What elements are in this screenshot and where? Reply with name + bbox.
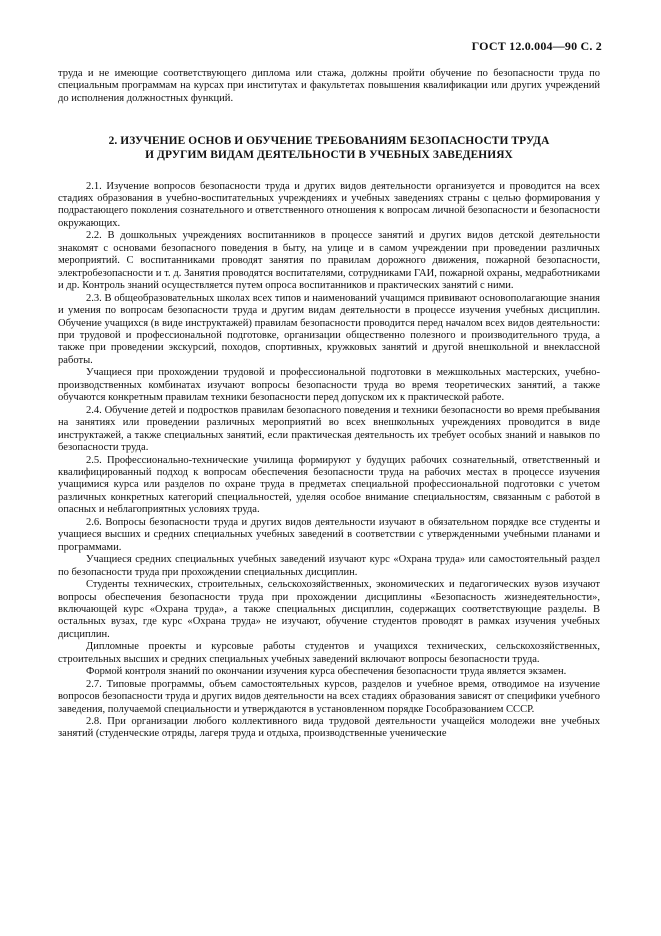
paragraph-2-2: 2.2. В дошкольных учреждениях воспитанников в процессе занятий и других видов детской деятельности знакомят с основами безопасного поведения в быту, на улице и в самом учреждении при проведении различных мероприятий. С воспитанниками проводят занятия по правилам дорожного движения, пожарной безопасности, электробезопасности и т. д. Занятия проводятся воспитателями, сотрудниками ГАИ, пожарной охраны, медработниками и др. Контроль знаний осуществляется путем опроса воспитанников и практических занятий с ними. bbox=[58, 230, 600, 292]
paragraph-2-8: 2.8. При организации любого коллективного вида трудовой деятельности учащейся молодежи вне учебных занятий (студенческие отряды, лагеря труда и отдыха, производственные ученические bbox=[58, 716, 600, 740]
page-header: ГОСТ 12.0.004—90 С. 2 bbox=[471, 39, 602, 53]
paragraph-2-4: 2.4. Обучение детей и подростков правилам безопасного поведения и техники безопасности во время пребывания на занятиях или проведении различных мероприятий во всех внешкольных учреждениях проводится в виде инструктажей, а также специальных занятий, если практическая деятельность их требует особых знаний и навыков по безопасности труда. bbox=[58, 404, 600, 454]
paragraph-2-6-diploma: Дипломные проекты и курсовые работы студентов и учащихся технических, сельскохозяйственных, строительных высших и средних специальных учебных заведений включают вопросы безопасности труда. bbox=[58, 641, 600, 665]
intro-paragraph: труда и не имеющие соответствующего диплома или стажа, должны пройти обучение по безопасности труда по специальным программам на курсах при институтах и факультетах повышения квалификации или других учреждений до исполнения должностных функций. bbox=[58, 68, 600, 104]
section-title-line-1: 2. ИЗУЧЕНИЕ ОСНОВ И ОБУЧЕНИЕ ТРЕБОВАНИЯМ БЕЗОПАСНОСТИ ТРУДА bbox=[108, 135, 550, 148]
section-title-line-2: И ДРУГИМ ВИДАМ ДЕЯТЕЛЬНОСТИ В УЧЕБНЫХ ЗАВЕДЕНИЯХ bbox=[145, 148, 513, 161]
paragraph-2-6-exam: Формой контроля знаний по окончании изучения курса обеспечения безопасности труда является экзамен. bbox=[86, 666, 567, 678]
paragraph-2-6-university: Студенты технических, строительных, сельскохозяйственных, экономических и педагогических вузов изучают вопросы обеспечения безопасности труда при прохождении дисциплины «Безопасность жизнедеятельности», включающей курс «Охрана труда», а также специальных дисциплин, содержащих соответствующие разделы. В остальных вузах, где курс «Охрана труда» не изучают, обучение студентов проводят в рамках изучения учебных дисциплин. bbox=[58, 579, 600, 640]
paragraph-2-1: 2.1. Изучение вопросов безопасности труда и других видов деятельности организуется и проводится на всех стадиях образования в учебно-воспитательных учреждениях и учебных заведениях страны с целью формирования у подрастающего поколения сознательного и ответственного отношения к вопросам личной безопасности и безопасности окружающих. bbox=[58, 180, 600, 229]
paragraph-2-6-secondary: Учащиеся средних специальных учебных заведений изучают курс «Охрана труда» или самостоятельный раздел по безопасности труда при прохождении специальных дисциплин. bbox=[58, 554, 600, 578]
paragraph-2-7: 2.7. Типовые программы, объем самостоятельных курсов, разделов и учебное время, отводимое на изучение вопросов безопасности труда и других видов деятельности на всех стадиях образования зависят от специфики учебного заведения, получаемой специальности и утверждаются в установленном порядке Гособразованием СССР. bbox=[58, 678, 600, 715]
section-title bbox=[58, 135, 600, 162]
paragraph-2-5: 2.5. Профессионально-технические училища формируют у будущих рабочих сознательный, ответственный и квалифицированный подход к вопросам обеспечения безопасности труда на рабочих местах в процессе изучения учащимися курса или разделов по охране труда в предметах специальной профессиональной подготовки с учетом различных конкретных категорий специальностей, уделяя особое внимание специальностям, связанным с работой в опасных и неблагоприятных условиях труда. bbox=[58, 454, 600, 516]
document-body bbox=[58, 68, 600, 741]
paragraph-2-3: 2.3. В общеобразовательных школах всех типов и наименований учащимся прививают основополагающие знания и умения по вопросам безопасности труда и другим видам деятельности в процессе изучения учебных дисциплин. Обучение учащихся (в виде инструктажей) правилам безопасности проводится перед началом всех видов деятельности: при трудовой и профессиональной подготовке, организации общественно полезного и производительного труда, а также при проведении экскурсий, походов, спортивных, кружковых занятий и другой внешкольной и внеклассной работы. bbox=[58, 292, 600, 366]
paragraph-2-6: 2.6. Вопросы безопасности труда и других видов деятельности изучают в обязательном порядке все студенты и учащиеся высших и средних специальных учебных заведений в соответствии с утвержденными учебными планами и программами. bbox=[58, 516, 600, 553]
paragraph-2-3-continued: Учащиеся при прохождении трудовой и профессиональной подготовки в межшкольных мастерских, учебно-производственных комбинатах изучают вопросы безопасности труда во время теоретических занятий, а также обучаются конкретным правилам техники безопасности перед допуском их к практической работе. bbox=[58, 367, 600, 404]
